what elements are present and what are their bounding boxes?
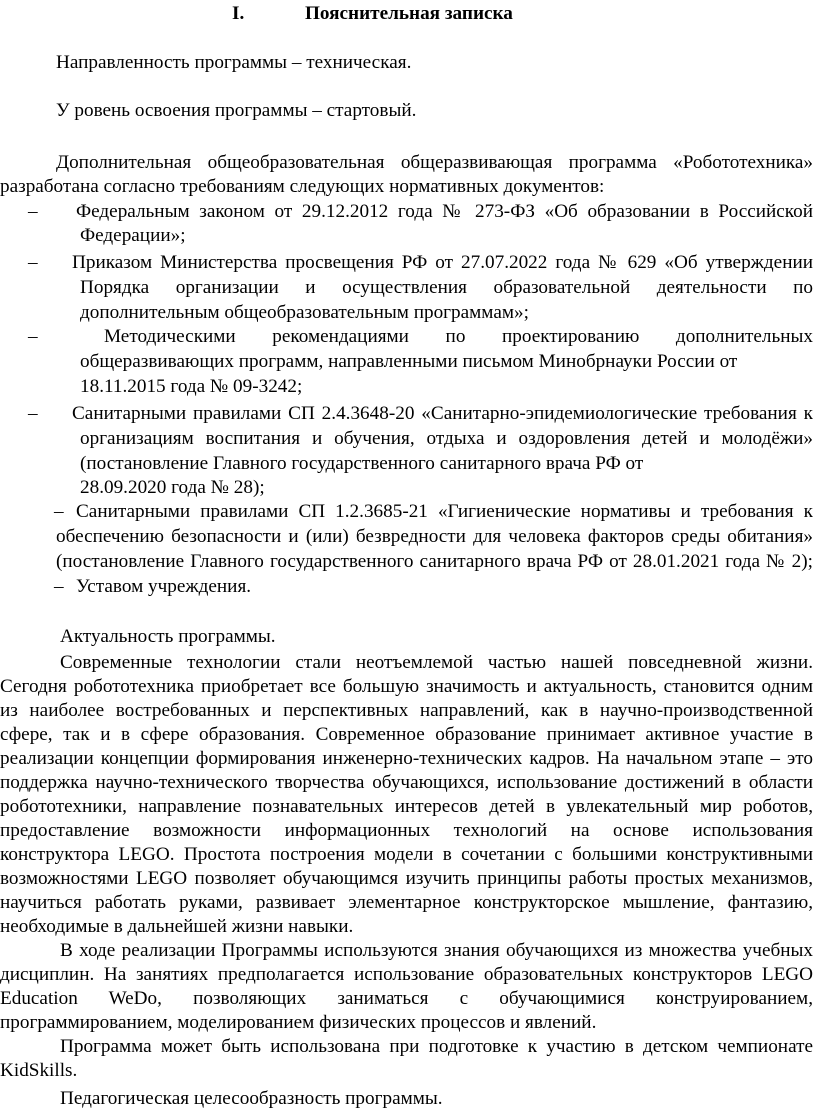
doc-item-4-line-2: организациям воспитания и обучения, отдыха и оздоровления детей и молодёжи»: [80, 428, 813, 449]
knowledge-line-1: В ходе реализации Программы используются знания обучающихся из множества учебных: [60, 940, 813, 961]
intro-line-1: Дополнительная общеобразовательная общеразвивающая программа «Робототехника»: [56, 152, 813, 173]
list-dash: –: [28, 326, 38, 347]
section-heading: [0, 2, 816, 26]
relevance-line-7: робототехники, направление познавательных интересов детей в увлекательный мир роботов,: [0, 796, 813, 817]
doc-item-5-line-3: (постановление Главного государственного санитарного врача РФ от 28.01.2021 года № 2);: [56, 551, 813, 572]
list-dash: –: [54, 576, 64, 597]
level-paragraph: У ровень освоения программы – стартовый.: [56, 100, 417, 121]
knowledge-line-4: программированием, моделированием физических процессов и явлений.: [0, 1012, 597, 1033]
list-dash: –: [28, 252, 38, 273]
direction-paragraph: Направленность программы – техническая.: [56, 52, 412, 73]
knowledge-line-2: дисциплин. На занятиях предполагается использование образовательных конструкторов LEGO: [0, 964, 813, 985]
relevance-line-10: возможностями LEGO позволяет обучающимся изучить принципы работы простых механизмов,: [0, 868, 813, 889]
doc-item-4-line-4: 28.09.2020 года № 28);: [80, 477, 265, 498]
doc-item-3-line-3: 18.11.2015 года № 09-3242;: [80, 376, 303, 397]
relevance-line-3: из наиболее востребованных и перспективных направлений, как в научно-производственной: [0, 700, 813, 721]
relevance-line-8: предоставление возможности информационных технологий на основе использования: [0, 820, 813, 841]
doc-item-2-line-3: дополнительным общеобразовательным программам»;: [80, 302, 529, 323]
pedagogical-heading: Педагогическая целесообразность программы.: [60, 1088, 443, 1109]
list-dash: –: [28, 403, 38, 424]
doc-item-5-line-1: Санитарными правилами СП 1.2.3685-21 «Гигиенические нормативы и требования к: [76, 501, 813, 522]
doc-item-5-line-2: обеспечению безопасности и (или) безвредности для человека факторов среды обитания»: [56, 526, 813, 547]
relevance-line-9: конструктора LEGO. Простота построения модели в сочетании с большими конструктивными: [0, 844, 813, 865]
relevance-line-4: сфере, так и в сфере образования. Современное образование принимает активное участие в: [0, 724, 813, 745]
kidskills-line-2: KidSkills.: [0, 1060, 78, 1081]
list-dash: –: [28, 201, 38, 222]
doc-item-2-line-1: Приказом Министерства просвещения РФ от 27.07.2022 года № 629 «Об утверждении: [72, 252, 813, 273]
relevance-line-2: Сегодня робототехника приобретает все большую значимость и актуальность, становится одним: [0, 676, 813, 697]
list-dash: –: [54, 501, 64, 522]
doc-item-2-line-2: Порядка организации и осуществления образовательной деятельности по: [80, 277, 813, 298]
doc-item-4-line-1: Санитарными правилами СП 2.4.3648-20 «Санитарно-эпидемиологические требования к: [72, 403, 813, 424]
section-title: Пояснительная записка: [305, 3, 513, 24]
doc-item-3-line-2: общеразвивающих программ, направленными письмом Минобрнауки России от: [80, 351, 738, 372]
relevance-line-1: Современные технологии стали неотъемлемой частью нашей повседневной жизни.: [60, 652, 813, 673]
relevance-line-11: научиться работать руками, развивает элементарное конструкторское мышление, фантазию,: [0, 892, 813, 913]
doc-item-4-line-3: (постановление Главного государственного санитарного врача РФ от: [80, 453, 644, 474]
relevance-heading: Актуальность программы.: [60, 626, 276, 647]
section-number: I.: [232, 3, 245, 24]
knowledge-line-3: Education WeDo, позволяющих заниматься с обучающимися конструированием,: [0, 988, 813, 1009]
relevance-line-5: реализации концепции формирования инженерно-технических кадров. На начальном этапе – это: [0, 748, 813, 769]
doc-item-3-line-1: Методическими рекомендациями по проектированию дополнительных: [104, 326, 813, 347]
doc-item-1-line-1: Федеральным законом от 29.12.2012 года № 273-ФЗ «Об образовании в Российской: [76, 201, 813, 222]
relevance-line-6: поддержка научно-технического творчества обучающихся, использование достижений в области: [0, 772, 813, 793]
relevance-line-12: необходимые в дальнейшей жизни навыки.: [0, 916, 354, 937]
kidskills-line-1: Программа может быть использована при подготовке к участию в детском чемпионате: [60, 1036, 813, 1057]
doc-item-6-line-1: Уставом учреждения.: [76, 576, 252, 597]
doc-item-1-line-2: Федерации»;: [80, 225, 186, 246]
intro-line-2: разработана согласно требованиям следующих нормативных документов:: [0, 176, 605, 197]
